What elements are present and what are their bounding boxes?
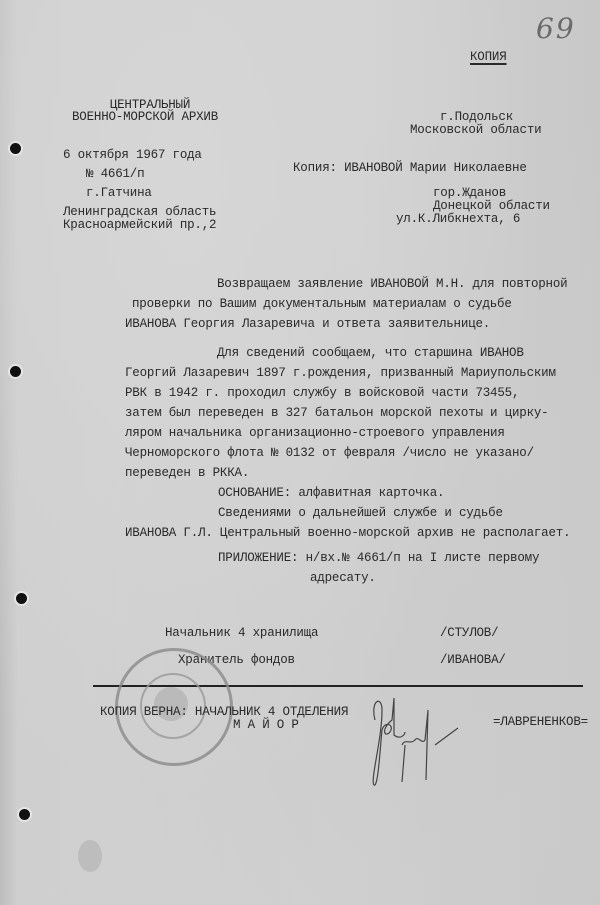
paper-stain (78, 840, 102, 872)
attachment-line: ПРИЛОЖЕНИЕ: н/вх.№ 4661/п на I листе первому (218, 551, 540, 565)
rank-line: М А Й О Р (233, 718, 299, 732)
certified-copy-line: КОПИЯ ВЕРНА: НАЧАЛЬНИК 4 ОТДЕЛЕНИЯ (100, 705, 349, 719)
sender-line2: ВОЕННО-МОРСКОЙ АРХИВ (72, 110, 219, 124)
body-line: проверки по Вашим документальным материалам о судьбе (132, 297, 512, 311)
body-line: Георгий Лазаревич 1897 г.рождения, призванный Мариупольским (125, 366, 556, 380)
recipient-region: Московской области (410, 123, 542, 137)
page-number: 69 (536, 12, 576, 45)
attachment-line: адресату. (310, 571, 376, 585)
punch-hole (10, 143, 21, 154)
body-line: затем был переведен в 327 батальон морской пехоты и цирку- (125, 406, 549, 420)
body-line: переведен в РККА. (125, 466, 250, 480)
letter-date: 6 октября 1967 года (63, 148, 202, 162)
sender-region: Ленинградская область (63, 205, 217, 219)
copy-street: ул.К.Либкнехта, 6 (396, 212, 521, 226)
signatory-name: /ИВАНОВА/ (440, 653, 506, 667)
body-line: ИВАНОВА Г.Л. Центральный военно-морской архив не располагает. (125, 526, 571, 540)
sender-line1: ЦЕНТРАЛЬНЫЙ (109, 98, 191, 112)
recipient-city: г.Подольск (440, 110, 514, 124)
copy-mark: КОПИЯ (470, 50, 507, 64)
sender-city: г.Гатчина (86, 186, 152, 200)
punch-hole (10, 366, 21, 377)
body-line: ИВАНОВА Георгия Лазаревича и ответа заявительнице. (125, 317, 491, 331)
body-line: Черноморского флота № 0132 от февраля /число не указано/ (125, 446, 534, 460)
copy-recipient: Копия: ИВАНОВОЙ Марии Николаевне (293, 161, 527, 175)
punch-hole (16, 593, 27, 604)
basis-line: ОСНОВАНИЕ: алфавитная карточка. (218, 486, 445, 500)
signatory-title: Начальник 4 хранилища (165, 626, 319, 640)
signatory-name: /СТУЛОВ/ (440, 626, 499, 640)
copy-region: Донецкой области (433, 199, 550, 213)
body-line: ляром начальника организационно-строевого управления (125, 426, 505, 440)
body-line: Сведениями о дальнейшей службе и судьбе (218, 506, 503, 520)
punch-hole (19, 809, 30, 820)
reference-number: № 4661/п (86, 167, 145, 181)
body-line: РВК в 1942 г. проходил службу в войсковой части 73455, (125, 386, 520, 400)
body-line: Возвращаем заявление ИВАНОВОЙ М.Н. для повторной (217, 277, 568, 291)
signatory-title: Хранитель фондов (178, 653, 295, 667)
copy-city: гор.Жданов (433, 186, 507, 200)
handwritten-signature (360, 690, 480, 790)
body-line: Для сведений сообщаем, что старшина ИВАНОВ (217, 346, 524, 360)
certifier-name: =ЛАВРЕНЕНКОВ= (493, 715, 588, 729)
sender-street: Красноармейский пр.,2 (63, 218, 217, 232)
